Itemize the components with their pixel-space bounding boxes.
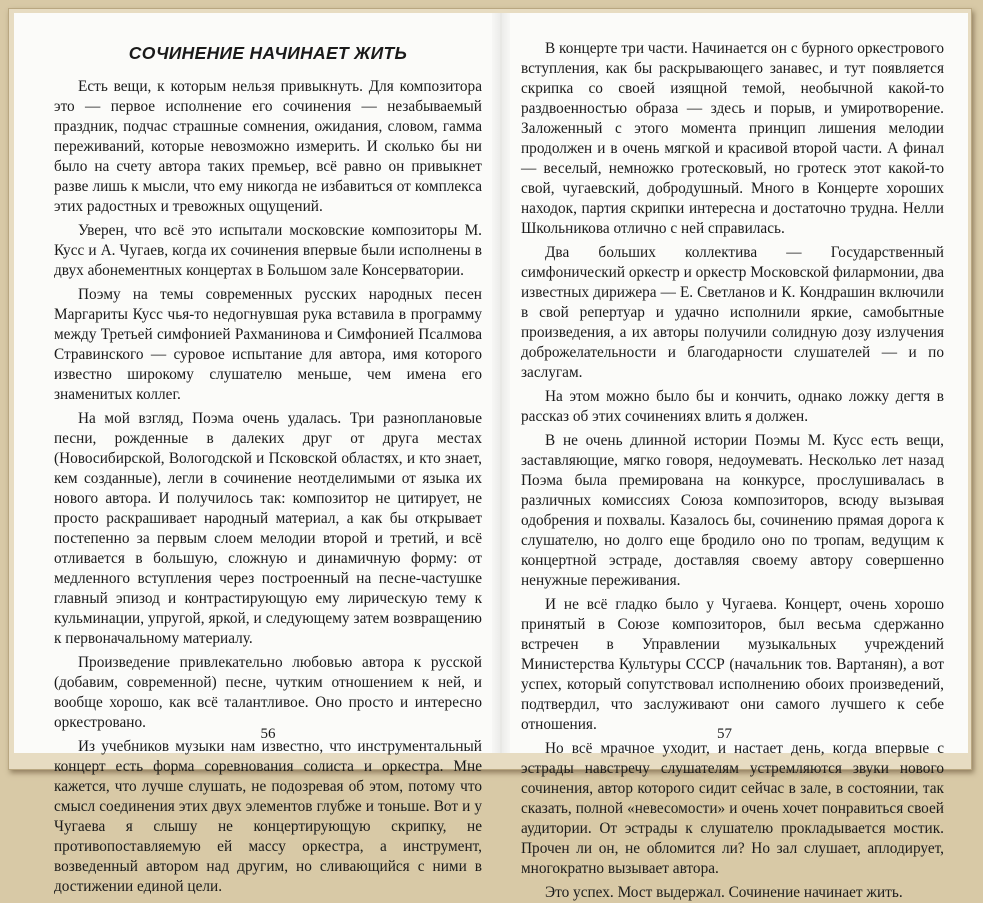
paragraph: На мой взгляд, Поэма очень удалась. Три разноплановые песни, рожденные в далеких друг от друга местах (Новосибирской, Вологодской и Псковской областях, и кто знает, кем созданные), легли в сочинение неотделимыми от языка их нового автора. И получилось так: композитор не цитирует, не просто раскрашивает народный материал, а как бы открывает постепенно за первым слоем мелодии второй и третий, и всё отливается в большую, сложную и динамичную форму: от медленного вступления через построенный на песне-частушке главный эпизод и контрастирующую ему лирическую тему к кульминации, упругой, яркой, и следующему затем возвращению к первоначальному материалу. — [54, 410, 482, 647]
paragraph: Это успех. Мост выдержал. Сочинение начинает жить. — [545, 884, 903, 901]
paragraph: Но всё мрачное уходит, и настает день, когда впервые с эстрады навстречу слушателям устремляются звуки нового сочинения, автор которого сидит сейчас в зале, в состоянии, так сказать, полной «невесомости» и очень хочет понравиться своей аудитории. От эстрады к слушателю прокладывается мостик. Прочен ли он, не обломится ли? Но зал слушает, аплодирует, многократно вызывает автора. — [521, 740, 944, 877]
book-gutter — [492, 13, 510, 753]
paragraph: И не всё гладко было у Чугаева. Концерт, очень хорошо принятый в Союзе композиторов, был весьма сдержанно встречен в Управлении музыкальных учреждений Министерства Культуры СССР (начальник тов. Вартанян), а вот успех, который сопутствовал исполнению обоих произведений, подтвердил, что заслуживают они самого лучшего к себе отношения. — [521, 596, 944, 733]
book-spread — [14, 13, 968, 901]
paragraph: Уверен, что всё это испытали московские композиторы М. Кусс и А. Чугаев, когда их сочинения впервые были исполнены в двух абонементных концертах в Большом зале Консерватории. — [54, 222, 482, 279]
paragraph: Из учебников музыки нам известно, что инструментальный концерт есть форма соревнования солиста и оркестра. Мне кажется, что лучше слушать, не подозревая об этом, потому что смысл соединения этих двух элементов глубже и тоньше. Вот и у Чугаева я слышу не концертирующую скрипку, не противопоставляемую ей массу оркестра, а инструмент, возведенный автором над другим, но сливающийся с ними в достижении единой цели. — [54, 738, 482, 895]
chapter-title: СОЧИНЕНИЕ НАЧИНАЕТ ЖИТЬ — [128, 43, 408, 63]
page-number: 56 — [260, 726, 276, 742]
left-page — [54, 13, 482, 895]
left-page-text — [54, 77, 482, 897]
paragraph: В концерте три части. Начинается он с бурного оркестрового вступления, как бы раскрывающего занавес, и тут появляется скрипка со своей изящной темой, необычной какой-то раздвоенностью образа — здесь и порыв, и умиротворение. Заложенный с этого момента принцип лишения мелодии продолжен и в очень мягкой и красивой второй части. А финал — веселый, немножко гротесковый, но гротеск этот какой-то свой, чугаевский, добродушный. Много в Концерте хороших находок, партия скрипки интересна и достаточно трудна. Нелли Школьникова отлично с ней справилась. — [521, 40, 944, 237]
right-page-text — [521, 39, 944, 903]
paragraph: Есть вещи, к которым нельзя привыкнуть. Для композитора это — первое исполнение его сочинения — незабываемый праздник, подчас страшные сомнения, ожидания, словом, гамма переживаний, которые невозможно измерить. И сколько бы ни было на счету автора таких премьер, всё равно он привыкнет разве лишь к мысли, что ему никогда не избавиться от комплекса этих радостных и тревожных ощущений. — [54, 78, 482, 215]
page-number: 57 — [717, 726, 732, 742]
paragraph: В не очень длинной истории Поэмы М. Кусс есть вещи, заставляющие, мягко говоря, недоумевать. Несколько лет назад Поэма была премирована на конкурсе, прослушивалась в различных комиссиях Союза композиторов, всюду вызывая одобрения и похвалы. Казалось бы, сочинению прямая дорога к слушателю, но долго еще бродило оно по тропам, ведущим к концертной эстраде, доставляя своему автору совершенно ненужные переживания. — [521, 432, 944, 589]
paragraph: Поэму на темы современных русских народных песен Маргариты Кусс чья-то недогнувшая рука вставила в программу между Третьей симфонией Рахманинова и Симфонией Псалмова Стравинского — суровое испытание для автора, имя которого известно широкому слушателю меньше, чем имена его знаменитых коллег. — [54, 286, 482, 403]
paragraph: На этом можно было бы и кончить, однако ложку дегтя в рассказ об этих сочинениях влить я должен. — [521, 388, 944, 425]
paragraph: Произведение привлекательно любовью автора к русской (добавим, современной) песне, чутким отношением к ней, и вообще хорошо, как всё талантливое. Оно просто и интересно оркестровано. — [54, 654, 482, 731]
right-page — [521, 13, 944, 901]
paragraph: Два больших коллектива — Государственный симфонический оркестр и оркестр Московской филармонии, два известных дирижера — Е. Светланов и К. Кондрашин включили в свой репертуар и удачно исполнили яркие, самобытные произведения, а их авторы получили солидную дозу излучения доброжелательности и благодарности слушателей — и по заслугам. — [521, 244, 944, 381]
